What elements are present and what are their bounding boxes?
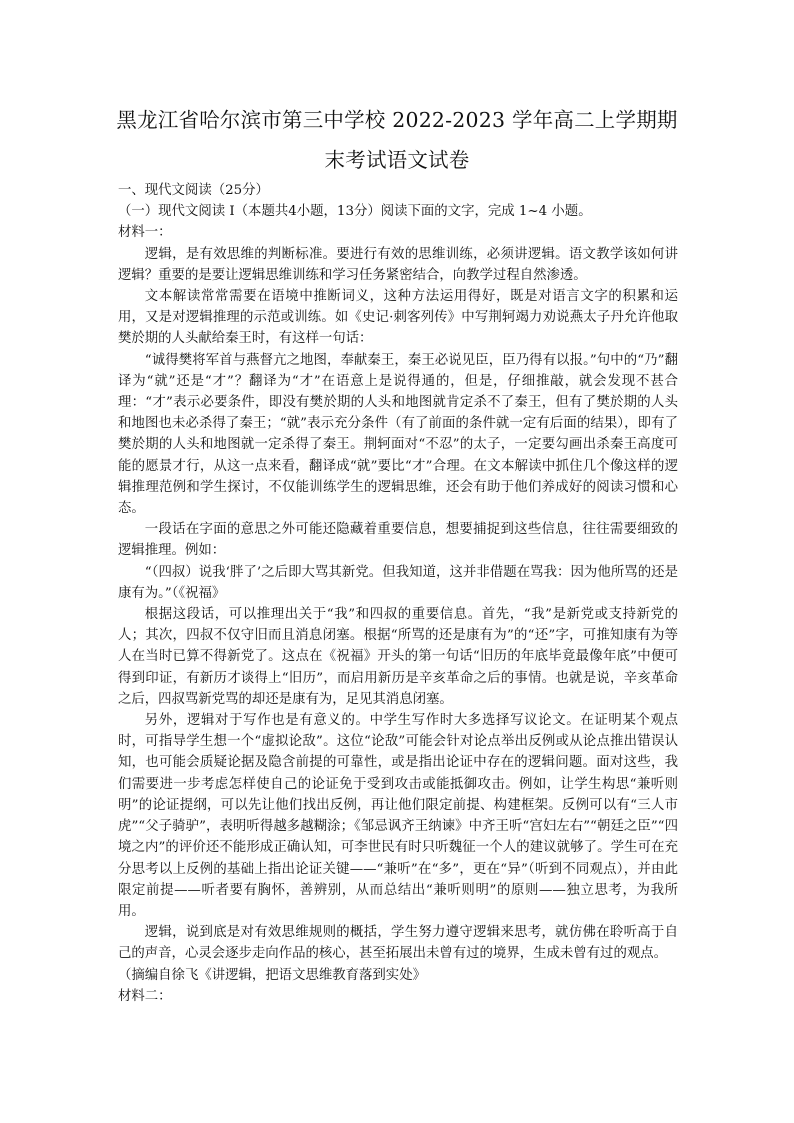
exam-title-line-2: 末考试语文试卷 — [324, 148, 470, 172]
quote-paragraph: “（四叔）说我‘胖了’之后即大骂其新党。但我知道，这并非借题在骂我：因为他所骂的还是康有为。”（《祝福》 — [118, 564, 678, 601]
paragraph-4: 一段话在字面的意思之外可能还隐藏着重要信息，想要捕捉到这些信息，往往需要细致的逻辑推理。例如： — [118, 522, 678, 559]
material-2-label: 材料二： — [118, 988, 172, 1004]
source-note: （摘编自徐飞《讲逻辑，把语文思维教育落到实处》 — [118, 967, 426, 983]
paragraph-5: 根据这段话，可以推理出关于“我”和四叔的重要信息。首先，“我”是新党或支持新党的人；其次，四叔不仅守旧而且消息闭塞。根据“所骂的还是康有为”的“还”字，可推知康有为等人在当时已算不得新党了。这点在《祝福》开头的第一句话“旧历的年底毕竟最像年底”中便可得到印证，有新历才谈得上“旧历”，而启用新历是辛亥革命之后的事情。也就是说，辛亥革命之后，四叔骂新党骂的却还是康有为，足见其消息闭塞。 — [118, 607, 678, 707]
exam-body — [118, 180, 678, 1007]
paragraph-1: 逻辑，是有效思维的判断标准。要进行有效的思维训练，必须讲逻辑。语文教学该如何讲逻辑？重要的是要让逻辑思维训练和学习任务紧密结合，向教学过程自然渗透。 — [118, 246, 678, 283]
section-heading: 一、现代文阅读（25分） — [118, 183, 269, 198]
section-subheading: （一）现代文阅读 I（本题共4小题，13分）阅读下面的文字，完成 1~4 小题。 — [118, 204, 592, 220]
paragraph-7: 逻辑，说到底是对有效思维规则的概括，学生努力遵守逻辑来思考，就仿佛在聆听高于自己的声音，心灵会逐步走向作品的核心，甚至拓展出未曾有过的境界，生成未曾有过的观点。 — [118, 925, 678, 962]
exam-title-line-1: 黑龙江省哈尔滨市第三中学校 2022-2023 学年高二上学期期 — [116, 108, 678, 132]
paragraph-3: “诚得樊将军首与燕督亢之地图，奉献秦王，秦王必说见臣，臣乃得有以报。”句中的“乃”翻译为“就”还是“才”？翻译为“才”在语意上是说得通的，但是，仔细推敲，就会发现不甚合理：“才”表示必要条件，即没有樊於期的人头和地图就肯定杀不了秦王，但有了樊於期的人头和地图也未必杀得了秦王；“就”表示充分条件（有了前面的条件就一定有后面的结果），即有了樊於期的人头和地图就一定杀得了秦王。荆轲面对“不忍”的太子，一定要勾画出杀秦王高度可能的愿景才行，从这一点来看，翻译成“就”要比“才”合理。在文本解读中抓住几个像这样的逻辑推理范例和学生探讨，不仅能训练学生的逻辑思维，还会有助于他们养成好的阅读习惯和心态。 — [118, 352, 678, 517]
paragraph-2: 文本解读常常需要在语境中推断词义，这种方法运用得好，既是对语言文字的积累和运用，又是对逻辑推理的示范或训练。如《史记·刺客列传》中写荆轲竭力劝说燕太子丹允许他取樊於期的人头献给秦王时，有这样一句话： — [118, 289, 678, 347]
paragraph-6: 另外，逻辑对于写作也是有意义的。中学生写作时大多选择写议论文。在证明某个观点时，可指导学生想一个“虚拟论敌”。这位“论敌”可能会针对论点举出反例或从论点推出错误认知，也可能会质疑论据及隐含前提的可靠性，或是指出论证中存在的逻辑问题。面对这些，我们需要进一步考虑怎样使自己的论证免于受到攻击或能抵御攻击。例如，让学生构思“兼听则明”的论证提纲，可以先让他们找出反例，再让他们限定前提、构建框架。反例可以有“三人市虎”“父子骑驴”，表明听得越多越糊涂；《邹忌讽齐王纳谏》中齐王听“宫妇左右”“朝廷之臣”“四境之内”的评价还不能形成正确认知，可李世民有时只听魏征一个人的建议就够了。学生可在充分思考以上反例的基础上指出论证关键——“兼听”在“多”，更在“异”（听到不同观点），并由此限定前提——听者要有胸怀，善辨别，从而总结出“兼听则明”的原则——独立思考，为我所用。 — [118, 713, 678, 919]
material-1-label: 材料一： — [118, 225, 172, 241]
